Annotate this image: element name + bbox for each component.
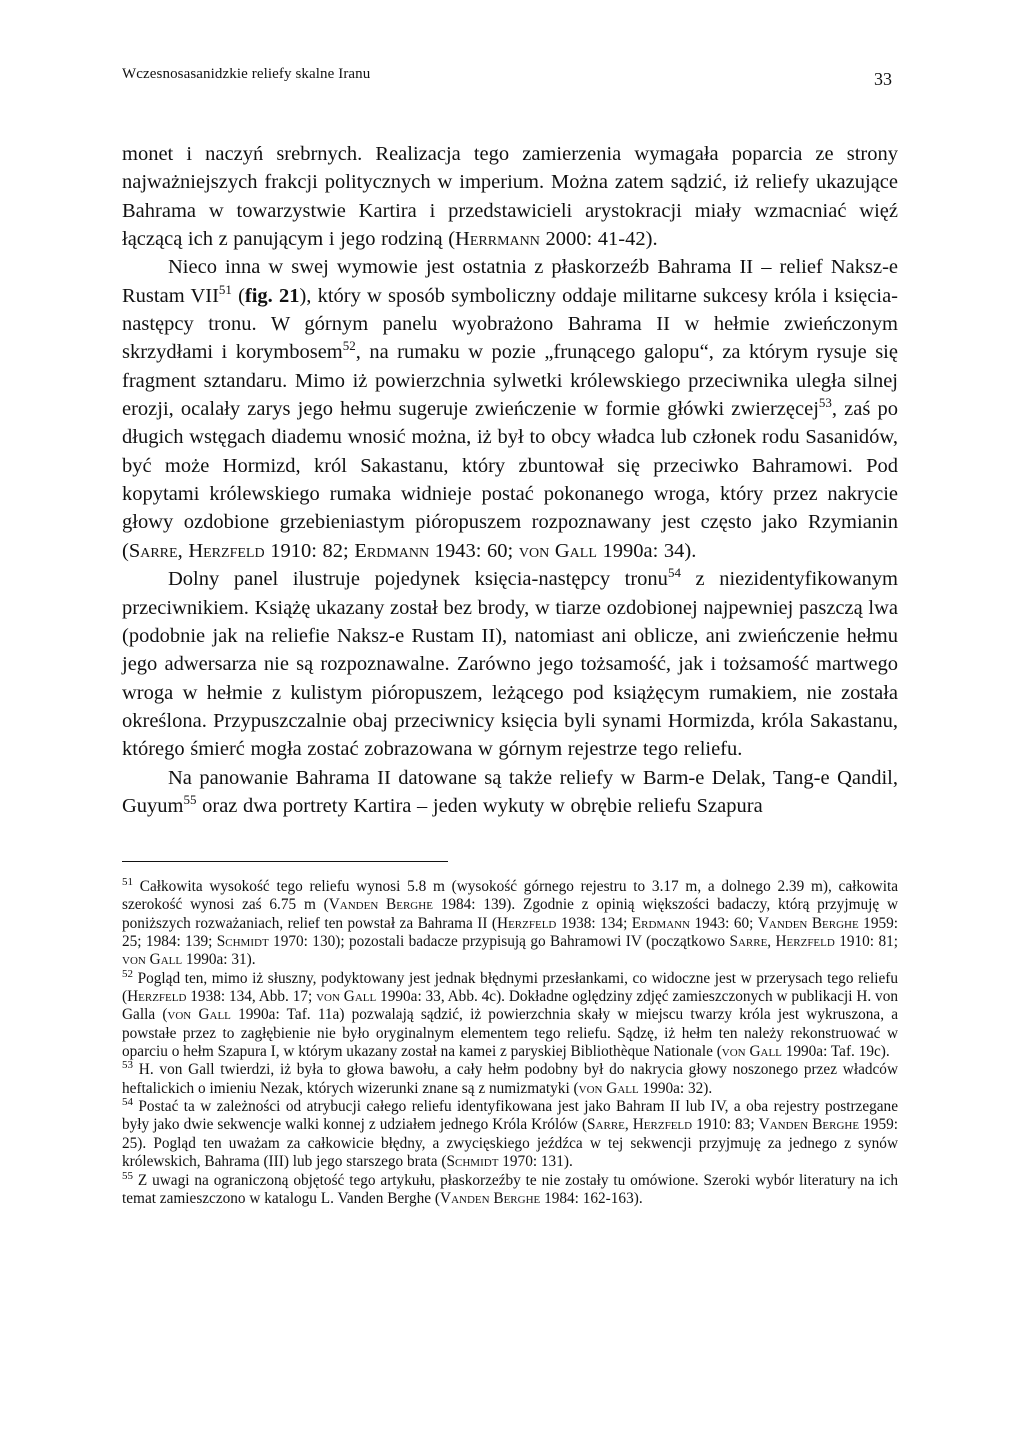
footnote-separator <box>122 861 448 862</box>
figure-ref[interactable]: fig. 21 <box>244 284 300 307</box>
footnote-51: $^{51}$ Całkowita wysokość tego reliefu wynosi 5.8 m (wysokość górnego rejestru to 3.17 m, a dolnego 2.39 m), całkowita szerokość wynosi zaś 6.75 m (Vanden Berghe 1984: 139). Zgodnie z opinią większości badaczy, którą przyjmuję w poniższych rozważaniach, relief ten powstał za Bahrama II (Herzfeld 1938: 134; Erdmann 1943: 60; Vanden Berghe 1959: 25; 1984: 139; Schmidt 1970: 130); pozostali badacze przypisują go Bahramowi IV (początkowo Sarre, Herzfeld 1910: 81; von Gall 1990a: 31). <box>122 876 899 969</box>
footnotes <box>122 878 898 1208</box>
citation-author: Herrmann <box>455 228 540 251</box>
footnote-ref[interactable]: 55 <box>183 791 197 807</box>
footnote-ref[interactable]: 53 <box>818 395 832 411</box>
footnote-ref[interactable]: 54 <box>667 565 681 581</box>
body-text <box>122 140 898 820</box>
footnote-52: $^{52}$ Pogląd ten, mimo iż słuszny, podyktowany jest jednak błędnymi przesłankami, co widoczne jest w przerysach tego reliefu (Herzfeld 1938: 134, Abb. 17; von Gall 1990a: 33, Abb. 4c). Dokładne oględziny zdjęć zamieszczonych w publikacji H. von Galla (von Gall 1990a: Taf. 11a) pozwalają sądzić, iż powierzchnia skały w miejscu twarzy króla jest wykruszona, a powstałe przez to zagłębienie nie było oryginalnym elementem tego reliefu. Sądzę, iż hełm ten należy rekonstruować w oparciu o hełm Szapura I, w którym ukazany został na kamei z paryskiej Bibliothèque Nationale (von Gall 1990a: Taf. 19c). <box>122 967 899 1061</box>
citation-author: von Gall <box>518 539 597 562</box>
footnote-ref[interactable]: 51 <box>218 281 232 297</box>
paragraph: monet i naczyń srebrnych. Realizacja tego zamierzenia wymagała poparcia ze strony najważniejszych frakcji politycznych w imperium. Można zatem sądzić, iż reliefy ukazujące Bahrama w towarzystwie Kartira i przedstawicieli arystokracji miały wzmacniać więź łączącą ich z panującym i jego rodziną (Herrmann 2000: 41-42). <box>122 143 898 251</box>
footnote-55: $^{55}$ Z uwagi na ograniczoną objętość tego artykułu, płaskorzeźby te nie zostały tu omówione. Szeroki wybór literatury na ich temat zamieszczono w katalogu L. Vanden Berghe (Vanden Berghe 1984: 162-163). <box>122 1169 898 1207</box>
footnote-ref[interactable]: 52 <box>342 338 356 354</box>
paragraph: Nieco inna w swej wymowie jest ostatnia z płaskorzeźb Bahrama II – relief Naksz-e Rustam VII$^{51}$ (fig. 21), który w sposób symboliczny oddaje militarne sukcesy króla i księcia-następcy tronu. W górnym panelu wyobrażono Bahrama II w hełmie zwieńczonym skrzydłami i korymbosem$^{52}$, na rumaku w pozie „frunącego galopu“, za którym rysuje się fragment sztandaru. Mimo iż powierzchnia sylwetki królewskiego przeciwnika uległa silnej erozji, ocalały zarys jego hełmu sugeruje zwieńczenie w formie główki zwierzęcej$^{53}$, zaś po długich wstęgach diademu wnosić można, iż był to obcy władca lub członek rodu Sasanidów, być może Hormizd, król Sakastanu, który zbuntował się przeciwko Bahramowi. Pod kopytami królewskiego rumaka widnieje postać pokonanego wroga, który przez nakrycie głowy ozdobione grzebieniastym pióropuszem rozpoznawany jest często jako Rzymianin (Sarre, Herzfeld 1910: 82; Erdmann 1943: 60; von Gall 1990a: 34). <box>122 256 899 562</box>
footnote-53: $^{53}$ H. von Gall twierdzi, iż była to głowa bawołu, a cały hełm podobny był do nakrycia głowy noszonego przez władców heftalickich o imieniu Nezak, których wizerunki znane są z numizmatyki (von Gall 1990a: 32). <box>122 1059 898 1097</box>
page-header <box>122 66 898 90</box>
paragraph: Na panowanie Bahrama II datowane są także reliefy w Barm-e Delak, Tang-e Qandil, Guyum$^{55}$ oraz dwa portrety Kartira – jeden wykuty w obrębie reliefu Szapura <box>122 766 898 817</box>
footnote-54: $^{54}$ Postać ta w zależności od atrybucji całego reliefu identyfikowana jest jako Bahram II lub IV, a oba rejestry postrzegane były jako dwie sekwencje walki konnej z udziałem jednego Króla Królów (Sarre, Herzfeld 1910: 83; Vanden Berghe 1959: 25). Pogląd ten uważam za całkowicie błędny, a zwycięskiego jeźdźca w tej sekwencji przyjmuję za jednego z synów królewskich, Bahrama (III) lub jego starszego brata (Schmidt 1970: 131). <box>122 1096 899 1171</box>
running-title: Wczesnosasanidzkie reliefy skalne Iranu <box>122 66 371 82</box>
paragraph: Dolny panel ilustruje pojedynek księcia-następcy tronu$^{54}$ z niezidentyfikowanym przeciwnikiem. Książę ukazany został bez brody, w tiarze ozdobionej najpewniej paszczą lwa (podobnie jak na reliefie Naksz-e Rustam II), natomiast ani oblicze, ani zwieńczenie hełmu jego adwersarza nie są rozpoznawalne. Zarówno jego tożsamość, jak i tożsamość martwego wroga w hełmie z kulistym pióropuszem, leżącego pod książęcym rumakiem, nie została określona. Przypuszczalnie obaj przeciwnicy księcia byli synami Hormizda, króla Sakastanu, którego śmierć mogła zostać zobrazowana w górnym rejestrze tego reliefu. <box>122 565 898 761</box>
citation-author: Sarre, Herzfeld <box>128 539 265 562</box>
page-number: 33 <box>874 69 892 89</box>
citation-author: Erdmann <box>354 539 430 562</box>
